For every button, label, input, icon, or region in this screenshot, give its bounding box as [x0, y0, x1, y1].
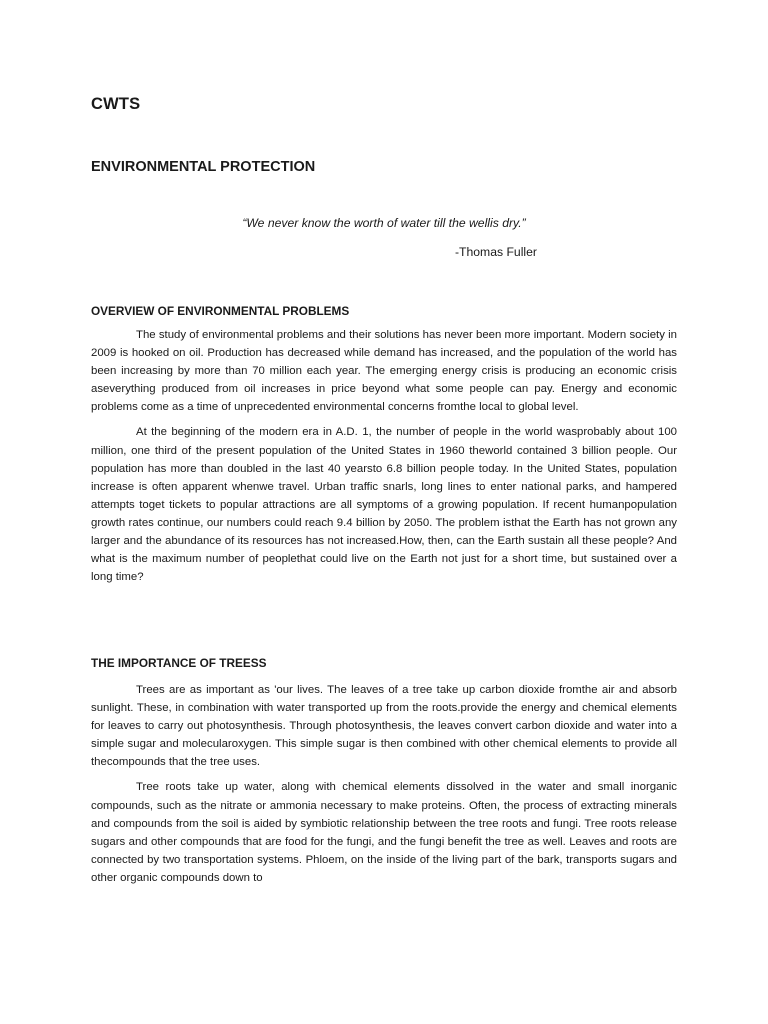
paragraph: Tree roots take up water, along with chemical elements dissolved in the water and small inorganic compounds, such as the nitrate or ammonia necessary to make proteins. Often, the process of extracting minerals and compounds from the soil is aided by symbiotic relationship between the tree roots and fungi. Tree roots release sugars and other compounds that are food for the fungi, and the fungi benefit the tree as well. Leaves and roots are connected by two transportation systems. Phloem, on the inside of the living part of the bark, transports sugars and other organic compounds down to: [91, 781, 677, 884]
paragraph: The study of environmental problems and their solutions has never been more important. Modern society in 2009 is hooked on oil. Production has decreased while demand has increased, and the population of the world has been increasing by more than 70 million each year. The emerging energy crisis is producing an economic crisis aseverything produced from oil increases in price beyond what some people can pay. Energy and economic problems come as a time of unprecedented environmental concerns fromthe local to global level.: [91, 329, 677, 414]
section-heading-trees: THE IMPORTANCE OF TREESS: [91, 656, 267, 670]
document-subtitle: ENVIRONMENTAL PROTECTION: [91, 159, 316, 175]
section-heading-overview: OVERVIEW OF ENVIRONMENTAL PROBLEMS: [91, 304, 350, 318]
paragraph: Trees are as important as 'our lives. The leaves of a tree take up carbon dioxide fromthe air and absorb sunlight. These, in combination with water transported up from the roots.provide the energy and chemical elements for leaves to carry out photosynthesis. Through photosynthesis, the leaves convert carbon dioxide and water into a simple sugar and molecularoxygen. This simple sugar is then combined with other chemical elements to provide all thecompounds that the tree uses.: [91, 684, 677, 769]
epigraph-quote: “We never know the worth of water till the wellis dry.”: [242, 216, 526, 230]
section-body-overview: [91, 326, 677, 593]
quote-attribution: -Thomas Fuller: [455, 245, 537, 259]
document-title: CWTS: [91, 95, 141, 113]
section-body-trees: [91, 681, 677, 894]
paragraph: At the beginning of the modern era in A.D. 1, the number of people in the world wasprobably about 100 million, one third of the present population of the United States in 1960 theworld contained 3 billion people. Our population has more than doubled in the last 40 yearsto 6.8 billion people today. In the United States, population increase is often apparent whenwe travel. Urban traffic snarls, long lines to enter national parks, and hampered attempts toget tickets to popular attractions are all symptoms of a growing population. If recent humanpopulation growth rates continue, our numbers could reach 9.4 billion by 2050. The problem isthat the Earth has not grown any larger and the abundance of its resources has not increased.How, then, can the Earth sustain all these people? And what is the maximum number of peoplethat could live on the Earth not just for a short time, but sustained over a long time?: [91, 426, 677, 584]
